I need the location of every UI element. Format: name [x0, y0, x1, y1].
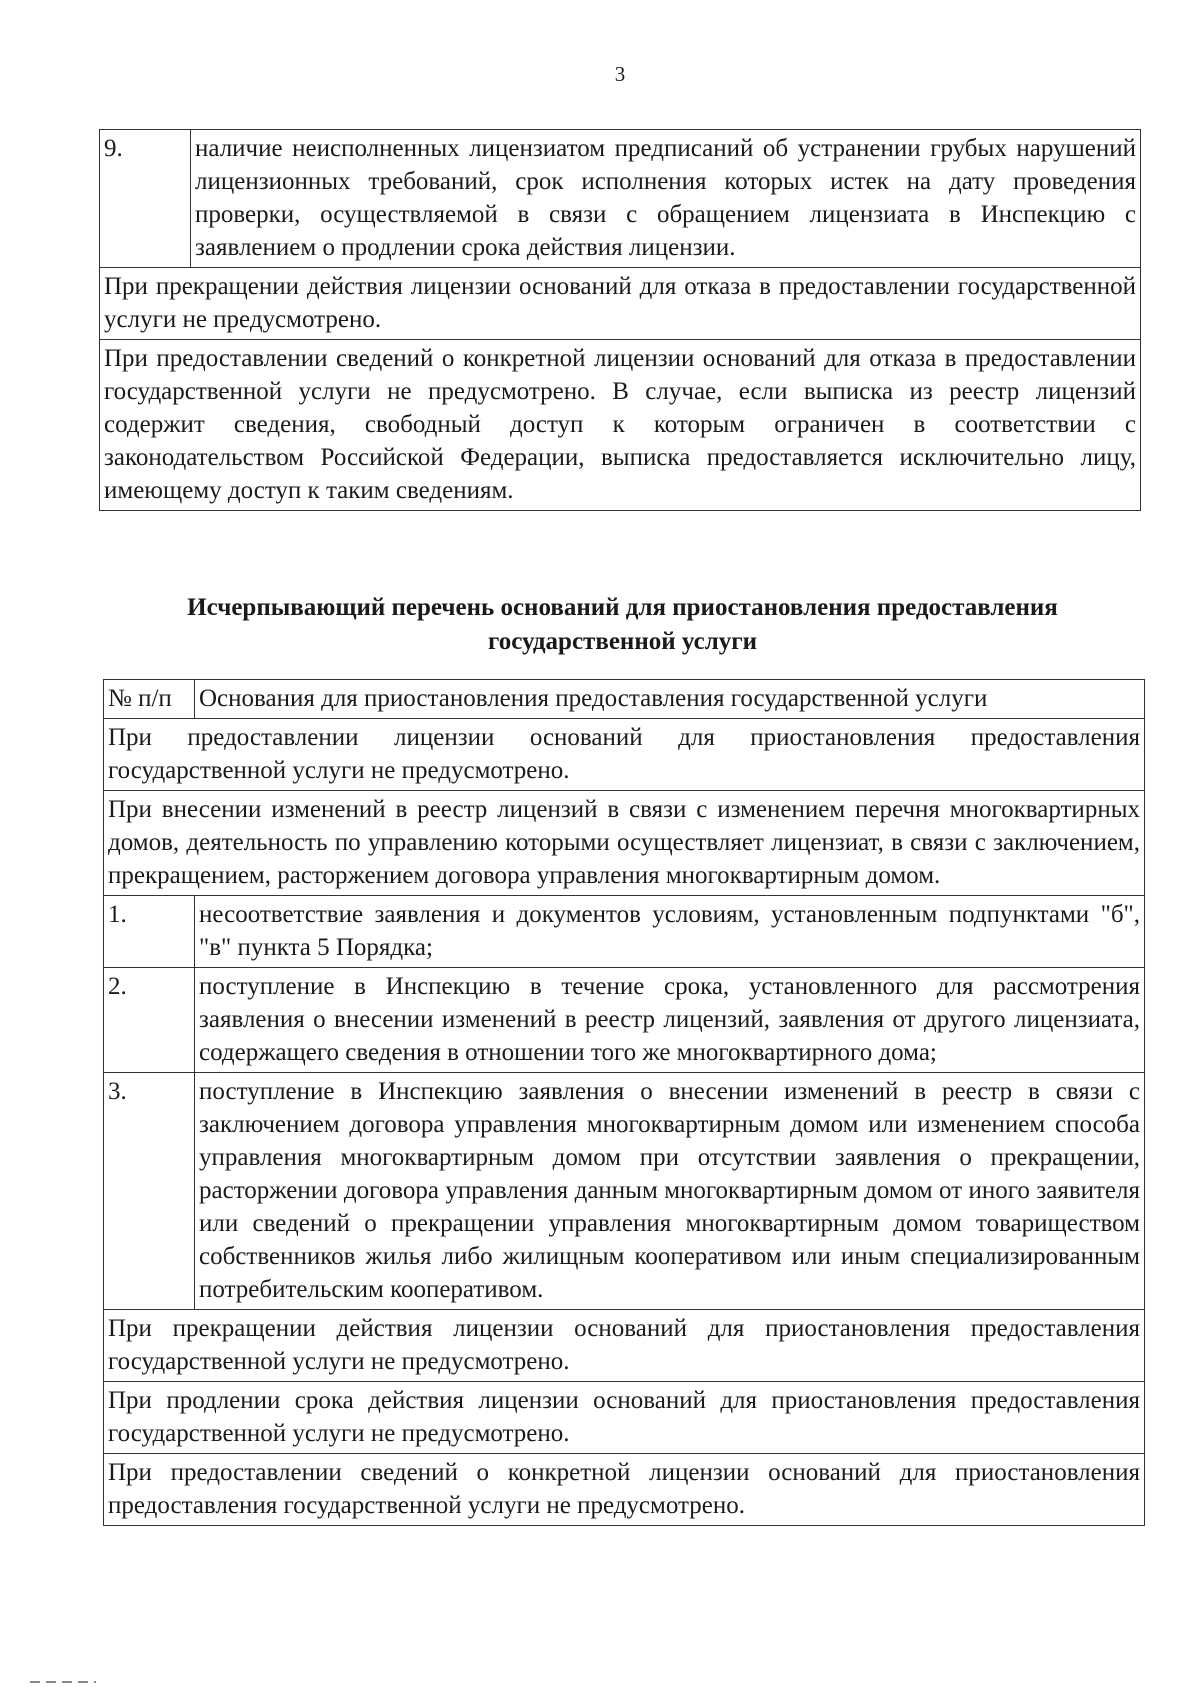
- table-row: [100, 268, 1141, 340]
- table-row: [104, 1454, 1145, 1526]
- scan-artifact: [30, 1681, 96, 1683]
- row-number: 3.: [104, 1073, 195, 1310]
- section-heading-line: государственной услуги: [487, 628, 758, 655]
- table-row: [104, 719, 1145, 791]
- grounds-for-suspension-table: [103, 679, 1145, 1526]
- table-row: [104, 1073, 1145, 1310]
- table-row: [104, 1310, 1145, 1382]
- page-number: 3: [614, 62, 626, 86]
- row-text: поступление в Инспекцию в течение срока, установленного для рассмотрения заявления о внесении изменений в реестр лицензий, заявления от другого лицензиата, содержащего сведения в отношении того же многоквартирного дома;: [195, 968, 1145, 1073]
- note-cell: При предоставлении сведений о конкретной лицензии оснований для приостановления предоставления государственной услуги не предусмотрено.: [104, 1454, 1145, 1526]
- table-row: [100, 340, 1141, 511]
- table-row: [104, 968, 1145, 1073]
- table-row: [104, 896, 1145, 968]
- section-heading: [100, 591, 1145, 659]
- grounds-for-refusal-table: [99, 129, 1141, 511]
- table-row: [104, 791, 1145, 896]
- row-text: наличие неисполненных лицензиатом предписаний об устранении грубых нарушений лицензионных требований, срок исполнения которых истек на дату проведения проверки, осуществляемой в связи с обращением лицензиата в Инспекцию с заявлением о продлении срока действия лицензии.: [191, 130, 1141, 268]
- header-number: № п/п: [104, 680, 195, 719]
- table-row: [100, 130, 1141, 268]
- row-text: несоответствие заявления и документов условиям, установленным подпунктами "б", "в" пункта 5 Порядка;: [195, 896, 1145, 968]
- table-row: [104, 1382, 1145, 1454]
- note-cell: При прекращении действия лицензии оснований для отказа в предоставлении государственной услуги не предусмотрено.: [100, 268, 1141, 340]
- row-number: 1.: [104, 896, 195, 968]
- row-number: 2.: [104, 968, 195, 1073]
- note-cell: При предоставлении сведений о конкретной лицензии оснований для отказа в предоставлении государственной услуги не предусмотрено. В случае, если выписка из реестр лицензий содержит сведения, свободный доступ к которым ограничен в соответствии с законодательством Российской Федерации, выписка предоставляется исключительно лицу, имеющему доступ к таким сведениям.: [100, 340, 1141, 511]
- row-text: поступление в Инспекцию заявления о внесении изменений в реестр в связи с заключением договора управления многоквартирным домом или изменением способа управления многоквартирным домом при отсутствии заявления о прекращении, расторжении договора управления данным многоквартирным домом от иного заявителя или сведений о прекращении управления многоквартирным домом товариществом собственников жилья либо жилищным кооперативом или иным специализированным потребительским кооперативом.: [195, 1073, 1145, 1310]
- note-cell: При продлении срока действия лицензии оснований для приостановления предоставления государственной услуги не предусмотрено.: [104, 1382, 1145, 1454]
- row-number: 9.: [100, 130, 191, 268]
- header-text: Основания для приостановления предоставления государственной услуги: [195, 680, 1145, 719]
- note-cell: При прекращении действия лицензии оснований для приостановления предоставления государственной услуги не предусмотрено.: [104, 1310, 1145, 1382]
- note-cell: При внесении изменений в реестр лицензий в связи с изменением перечня многоквартирных домов, деятельность по управлению которыми осуществляет лицензиат, в связи с заключением, прекращением, расторжением договора управления многоквартирным домом.: [104, 791, 1145, 896]
- section-heading-line: Исчерпывающий перечень оснований для приостановления предоставления: [187, 594, 1058, 621]
- note-cell: При предоставлении лицензии оснований для приостановления предоставления государственной услуги не предусмотрено.: [104, 719, 1145, 791]
- table-header-row: [104, 680, 1145, 719]
